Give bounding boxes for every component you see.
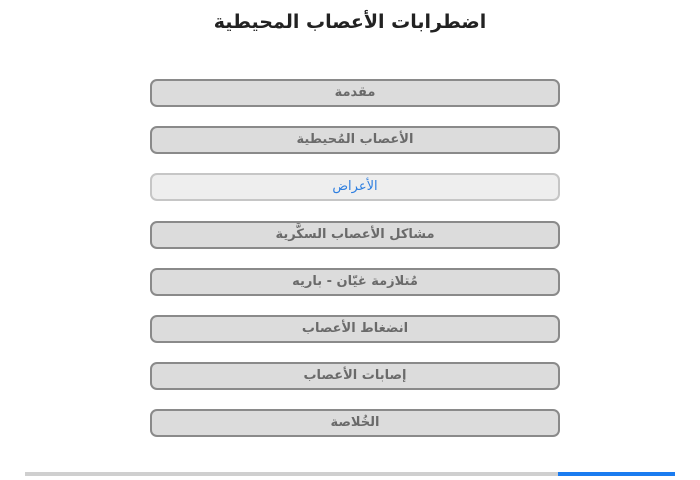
menu-item-nerve-injuries[interactable]: إصابات الأعصاب <box>150 362 560 390</box>
menu-item-diabetic-nerve-problems[interactable]: مشاكل الأعصاب السكَّرية <box>150 221 560 249</box>
menu-item-introduction[interactable]: مقدمة <box>150 79 560 107</box>
topic-menu <box>150 79 560 457</box>
page-title: اضطرابات الأعصاب المحيطية <box>213 11 487 33</box>
menu-item-peripheral-nerves[interactable]: الأعصاب المُحيطية <box>150 126 560 154</box>
menu-item-summary[interactable]: الخُلاصة <box>150 409 560 437</box>
menu-item-nerve-compression[interactable]: انضغاط الأعصاب <box>150 315 560 343</box>
progress-bar-fill <box>558 472 675 476</box>
menu-item-symptoms[interactable]: الأعراض <box>150 173 560 201</box>
menu-item-guillain-barre-syndrome[interactable]: مُتلازمة غيّان - باريه <box>150 268 560 296</box>
progress-bar <box>25 472 675 476</box>
